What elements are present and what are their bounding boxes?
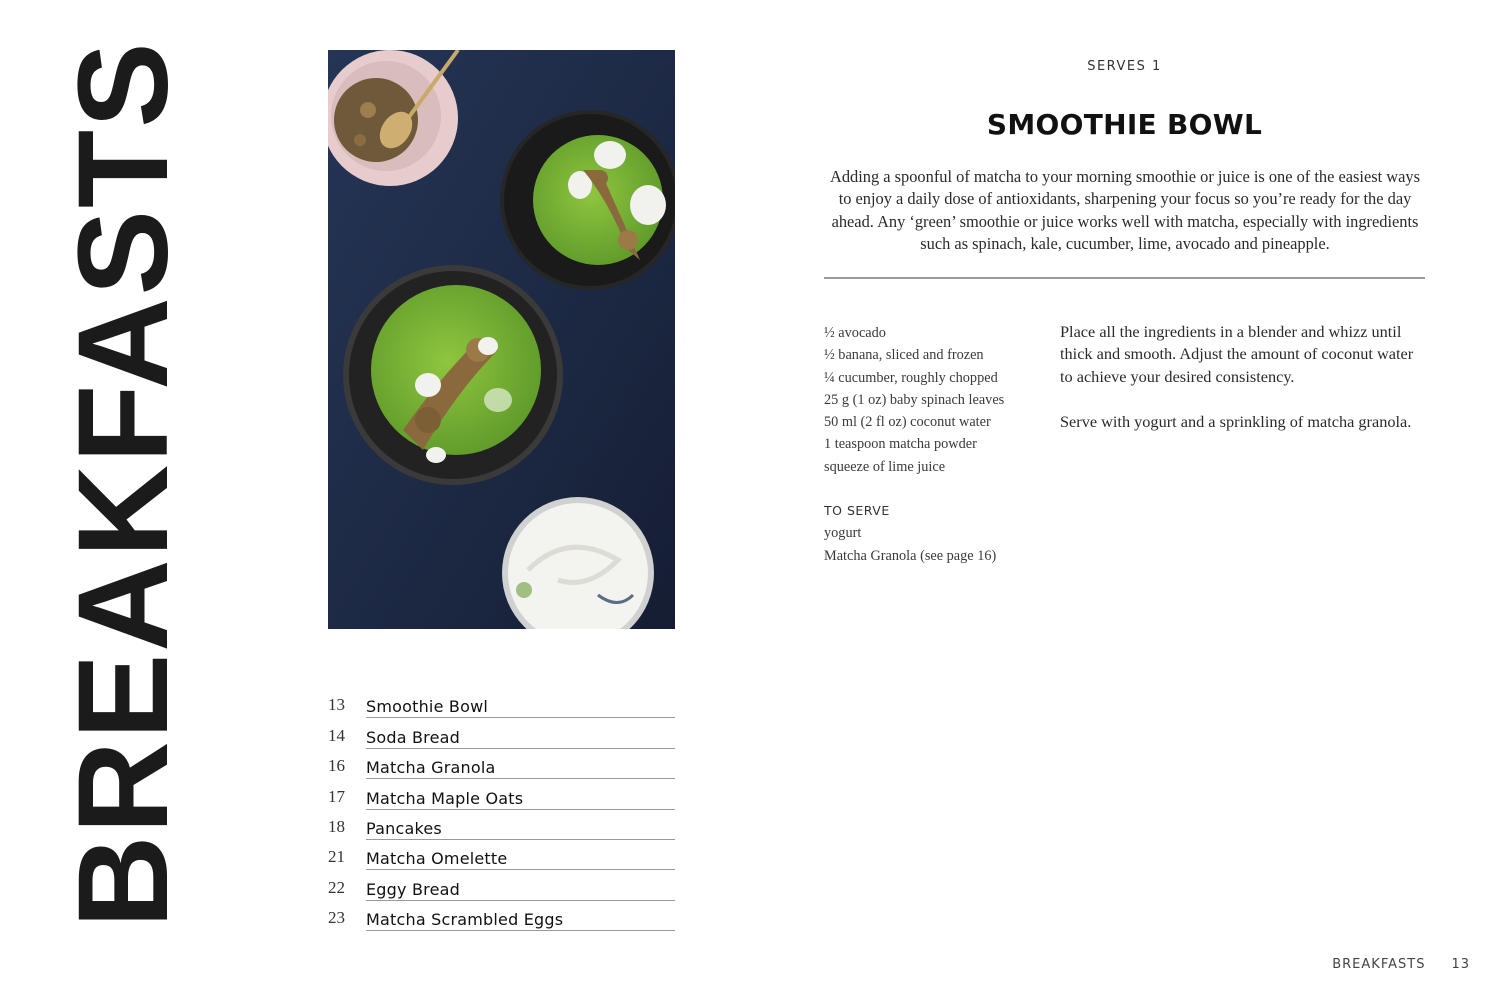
toc-page-number: 14: [328, 725, 345, 745]
toc-page-number: 16: [328, 756, 345, 776]
toc-item-matcha-omelette[interactable]: [328, 840, 675, 870]
ingredient-item: 25 g (1 oz) baby spinach leaves: [824, 391, 1005, 408]
recipe-photo: [328, 50, 675, 629]
toc-page-number: 21: [328, 847, 345, 867]
chapter-contents-list: [328, 688, 675, 931]
ingredient-item: 1 teaspoon matcha powder: [824, 436, 977, 453]
toc-page-number: 13: [328, 695, 345, 715]
ingredient-item: 50 ml (2 fl oz) coconut water: [824, 414, 991, 431]
toc-recipe-title[interactable]: Pancakes: [366, 819, 675, 840]
toc-recipe-title[interactable]: Matcha Maple Oats: [366, 789, 675, 810]
toc-page-number: 23: [328, 908, 345, 928]
method-step: Serve with yogurt and a sprinkling of matcha granola.: [1060, 411, 1412, 431]
footer-page-number: 13: [1451, 957, 1470, 972]
toc-page-number: 18: [328, 816, 345, 836]
footer-section-name: BREAKFASTS: [1332, 957, 1426, 972]
toc-page-number: 17: [328, 786, 345, 806]
toc-recipe-title[interactable]: Matcha Granola: [366, 758, 675, 779]
to-serve-item-cross-reference: Matcha Granola (see page 16): [824, 547, 997, 564]
section-divider: [824, 277, 1425, 279]
to-serve-heading: TO SERVE: [824, 503, 890, 519]
to-serve-item: yogurt: [824, 525, 862, 542]
method-step: Place all the ingredients in a blender and whizz until thick and smooth. Adjust the amount of coconut water to achieve your desired consistency.: [1060, 322, 1414, 386]
serves-label: SERVES 1: [1087, 59, 1162, 74]
toc-item-soda-bread[interactable]: [328, 718, 675, 748]
ingredient-item: ½ avocado: [824, 325, 886, 341]
ingredient-item: ½ banana, sliced and frozen: [824, 347, 984, 364]
recipe-intro: Adding a spoonful of matcha to your morning smoothie or juice is one of the easiest ways to enjoy a daily dose of antioxidants, sharpening your focus so you’re ready for the day ahead. Any ‘green’ smoothie or juice works well with matcha, especially with ingredients such as spinach, kale, cucumber, lime, avocado and pineapple.: [830, 167, 1420, 254]
toc-item-smoothie-bowl[interactable]: [328, 688, 675, 718]
ingredient-item: squeeze of lime juice: [824, 458, 946, 475]
toc-item-eggy-bread[interactable]: [328, 870, 675, 900]
toc-item-matcha-maple-oats[interactable]: [328, 779, 675, 809]
smoothie-bowls-illustration: [328, 50, 675, 629]
toc-item-matcha-scrambled-eggs[interactable]: [328, 901, 675, 931]
toc-recipe-title[interactable]: Smoothie Bowl: [366, 697, 675, 718]
page-footer: [1332, 957, 1470, 972]
toc-item-pancakes[interactable]: [328, 810, 675, 840]
toc-recipe-title[interactable]: Matcha Omelette: [366, 849, 675, 870]
recipe-title: SMOOTHIE BOWL: [986, 108, 1263, 141]
toc-recipe-title[interactable]: Soda Bread: [366, 728, 675, 749]
toc-item-matcha-granola[interactable]: [328, 749, 675, 779]
toc-recipe-title[interactable]: Matcha Scrambled Eggs: [366, 910, 675, 931]
method-steps: [1060, 321, 1428, 455]
chapter-spine-title: BREAKFASTS: [52, 40, 195, 928]
ingredient-item: ¼ cucumber, roughly chopped: [824, 369, 998, 386]
toc-page-number: 22: [328, 877, 345, 897]
ingredients-list: [824, 322, 1039, 567]
toc-recipe-title[interactable]: Eggy Bread: [366, 880, 675, 901]
